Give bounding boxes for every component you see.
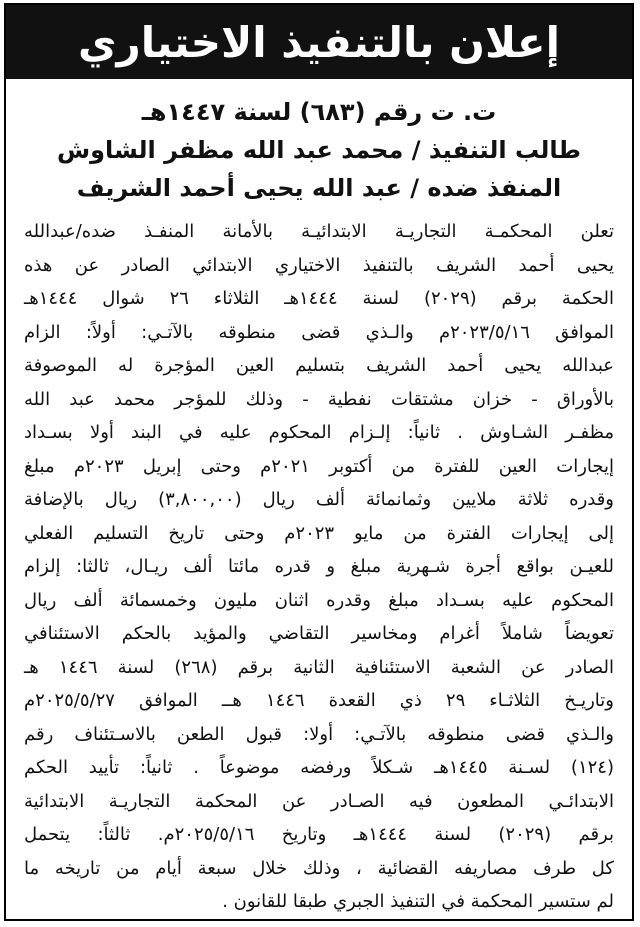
announcement-notice — [4, 3, 634, 921]
body-line: تعويضاً شاملاً أغرام ومخاسير التقاضي والمؤيد بالحكم الاستئنافي — [24, 623, 614, 644]
body-line: الموافق ٢٠٢٣/٥/١٦م والـذي قضى منطوقه بالآتـي: أولاً: الزام — [24, 321, 614, 343]
body-line: لم ستسير المحكمة في التنفيذ الجبري طبقا للقانون . — [222, 891, 614, 912]
body-line: تعلن المحكمـة التجاريـة الابتدائيـة بالأمانة المنفـذ ضده/عبدالله — [24, 221, 614, 242]
body-line: والـذي قضى منطوقه بالآتـي: أولا: قبول الطعن بالاسـتئناف رقم — [24, 723, 614, 745]
body-line: يحيى أحمد الشريف بالتنفيذ الاختياري الابتدائي الصادر عن هذه — [24, 254, 614, 276]
body-line: عبدالله يحيى أحمد الشريف بتسليم العين المؤجرة له الموصوفة — [24, 355, 614, 376]
body-line: بالأوراق - خزان مشتقات نفطية - وذلك للمؤجر محمد عبد الله — [24, 388, 614, 410]
body-line: برقم (٢٠٢٩) لسنة ١٤٤٤هـ وتاريخ ٢٠٢٥/٥/١٦م. ثالثاً: يتحمل — [24, 824, 614, 845]
body-line: للعيـن بواقع أجرة شـهرية مبلغ و قدره مائتا ألف ريـال، ثالثا: إلزام — [24, 556, 614, 577]
body-line: وتاريـخ الثلاثـاء ٢٩ ذي القعدة ١٤٤٦ هــ الموافق ٢٠٢٥/٥/٢٧م — [24, 690, 614, 711]
body-line: المحكوم عليه بسـداد مبلغ وقدره اثنان مليون وخمسمائة ألف ريال — [24, 589, 614, 611]
body-line: (١٢٤) لسـنة ١٤٤٥هـ شـكلاً ورفضه موضوعاً . ثانياً: تأييد الحكم — [24, 757, 614, 778]
body-line: إلى إيجارات الفترة من مايو ٢٠٢٣م وحتى تاريخ التسليم الفعلي — [24, 522, 614, 544]
body-line: الابتدائـي المطعون فيه الصـادر عن المحكمة التجاريـة الابتدائية — [24, 790, 614, 812]
body-line: مظفـر الشـاوش . ثانياً: إلـزام المحكوم عليه في البند أولا بسـداد — [24, 422, 614, 443]
body-line: كل طرف مصاريفه القضائية ، وذلك خلال سبعة أيام من تاريخه ما — [24, 857, 614, 879]
execution-applicant: طالب التنفيذ / محمد عبد الله مظفر الشاوش — [57, 136, 581, 164]
case-number: ت. ت رقم (٦٨٣) لسنة ١٤٤٧هـ — [141, 98, 497, 126]
body-line: إيجارات العين للفترة من أكتوبر ٢٠٢١م وحتى إبريل ٢٠٢٣م مبلغ — [24, 455, 615, 477]
case-headings — [6, 79, 632, 207]
announcement-body — [6, 207, 632, 919]
execution-respondent: المنفذ ضده / عبد الله يحيى أحمد الشريف — [76, 174, 562, 202]
body-line: الصادر عن الشعبة الاستئنافية الثانية برقم (٢٦٨) لسنة ١٤٤٦ هـ — [24, 656, 614, 678]
body-line: الحكمة برقم (٢٠٢٩) لسنة ١٤٤٤هـ الثلاثاء ٢٦ شوال ١٤٤٤هـ — [24, 288, 615, 309]
body-line: وقدره ثلاثة ملايين وثمانمائة ألف ريال (٣,٨٠٠,٠٠) ريال بالإضافة — [24, 489, 615, 510]
announcement-banner — [6, 5, 632, 79]
banner-title: إعلان بالتنفيذ الاختياري — [78, 17, 560, 67]
